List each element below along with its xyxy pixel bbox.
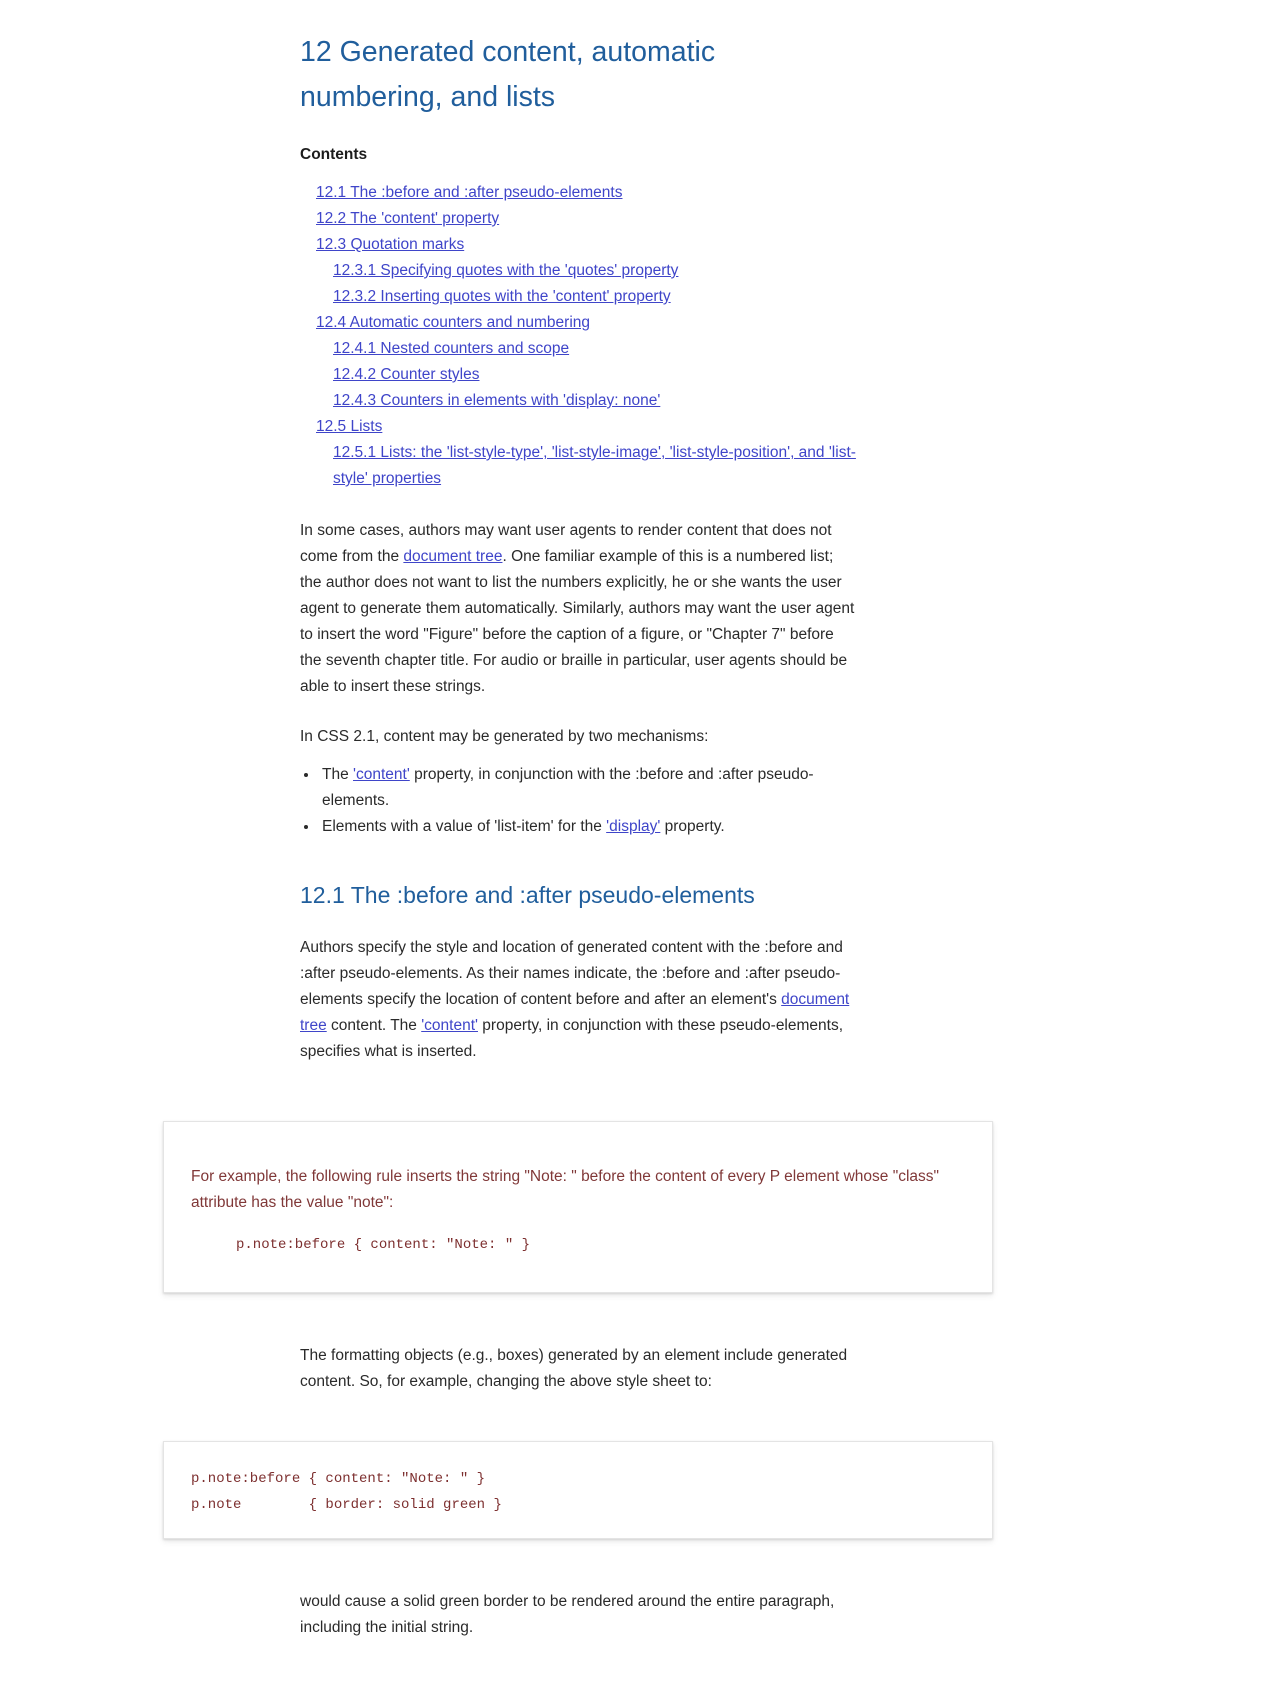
toc-link[interactable]: 12.5.1 Lists: the 'list-style-type', 'list-style-image', 'list-style-position', and 'list-style' properties bbox=[333, 444, 856, 487]
text-run: Elements with a value of 'list-item' for the bbox=[322, 818, 607, 835]
text-run: In some cases, authors may want user agents to render content that does not come from the bbox=[300, 522, 832, 565]
code-line: p.note:before { content: "Note: " } bbox=[191, 1471, 486, 1487]
contents-heading: Contents bbox=[300, 146, 368, 163]
toc-link[interactable]: 12.3.2 Inserting quotes with the 'content' property bbox=[333, 288, 671, 305]
toc-link[interactable]: 12.4.1 Nested counters and scope bbox=[333, 340, 570, 357]
mechanisms-paragraph: In CSS 2.1, content may be generated by two mechanisms: bbox=[300, 728, 709, 745]
section-12-1-paragraph bbox=[300, 935, 858, 1065]
closing-paragraph: would cause a solid green border to be rendered around the entire paragraph, including the initial string. bbox=[300, 1593, 835, 1636]
toc-link[interactable]: 12.3 Quotation marks bbox=[316, 236, 465, 253]
text-run: Authors specify the style and location of generated content with the :before and :after pseudo-elements. As their names indicate, the :before and :after pseudo-elements specify the location of content before and after an element's bbox=[300, 939, 843, 1008]
mechanisms-list bbox=[319, 762, 858, 840]
toc-link[interactable]: 12.3.1 Specifying quotes with the 'quotes' property bbox=[333, 262, 679, 279]
intro-paragraph bbox=[300, 518, 858, 700]
text-run: property. bbox=[660, 818, 725, 835]
inline-link[interactable]: 'content' bbox=[421, 1017, 478, 1034]
bullet-item bbox=[319, 762, 858, 814]
code-line: p.note:before { content: "Note: " } bbox=[236, 1237, 531, 1253]
text-run: The bbox=[322, 766, 354, 783]
table-of-contents bbox=[300, 180, 858, 492]
toc-link[interactable]: 12.4.2 Counter styles bbox=[333, 366, 480, 383]
formatting-paragraph: The formatting objects (e.g., boxes) generated by an element include generated content. So, for example, changing the above style sheet to: bbox=[300, 1347, 848, 1390]
toc-link[interactable]: 12.1 The :before and :after pseudo-elements bbox=[316, 184, 623, 201]
text-run: property, in conjunction with these pseudo-elements, specifies what is inserted. bbox=[300, 1017, 844, 1060]
example-1-note: For example, the following rule inserts the string "Note: " before the content of every P element whose "class" attribute has the value "note": bbox=[191, 1168, 940, 1211]
text-run: . One familiar example of this is a numbered list; the author does not want to list the numbers explicitly, he or she wants the user agent to generate them automatically. Similarly, authors may want the user agent to insert the word "Figure" before the caption of a figure, or "Chapter 7" before the seventh chapter title. For audio or braille in particular, user agents should be able to insert these strings. bbox=[300, 548, 855, 695]
example-1-code bbox=[236, 1232, 964, 1258]
example-box-1 bbox=[163, 1121, 993, 1293]
toc-link[interactable]: 12.2 The 'content' property bbox=[316, 210, 500, 227]
example-2-code bbox=[191, 1466, 964, 1518]
text-run: content. The bbox=[326, 1017, 422, 1034]
toc-link[interactable]: 12.4.3 Counters in elements with 'display: none' bbox=[333, 392, 661, 409]
bullet-item bbox=[319, 814, 858, 840]
inline-link[interactable]: 'content' bbox=[353, 766, 410, 783]
inline-link[interactable]: document tree bbox=[300, 991, 850, 1034]
inline-link[interactable]: document tree bbox=[403, 548, 503, 565]
chapter-title: 12 Generated content, automatic numbering, and lists bbox=[300, 36, 716, 113]
example-box-2 bbox=[163, 1441, 993, 1539]
toc-link[interactable]: 12.5 Lists bbox=[316, 418, 383, 435]
toc-link[interactable]: 12.4 Automatic counters and numbering bbox=[316, 314, 591, 331]
content-column bbox=[191, 0, 940, 1641]
text-run: property, in conjunction with the :before and :after pseudo-elements. bbox=[322, 766, 814, 809]
code-line: p.note { border: solid green } bbox=[191, 1497, 502, 1513]
inline-link[interactable]: 'display' bbox=[606, 818, 661, 835]
section-12-1-heading: 12.1 The :before and :after pseudo-elements bbox=[300, 882, 755, 908]
